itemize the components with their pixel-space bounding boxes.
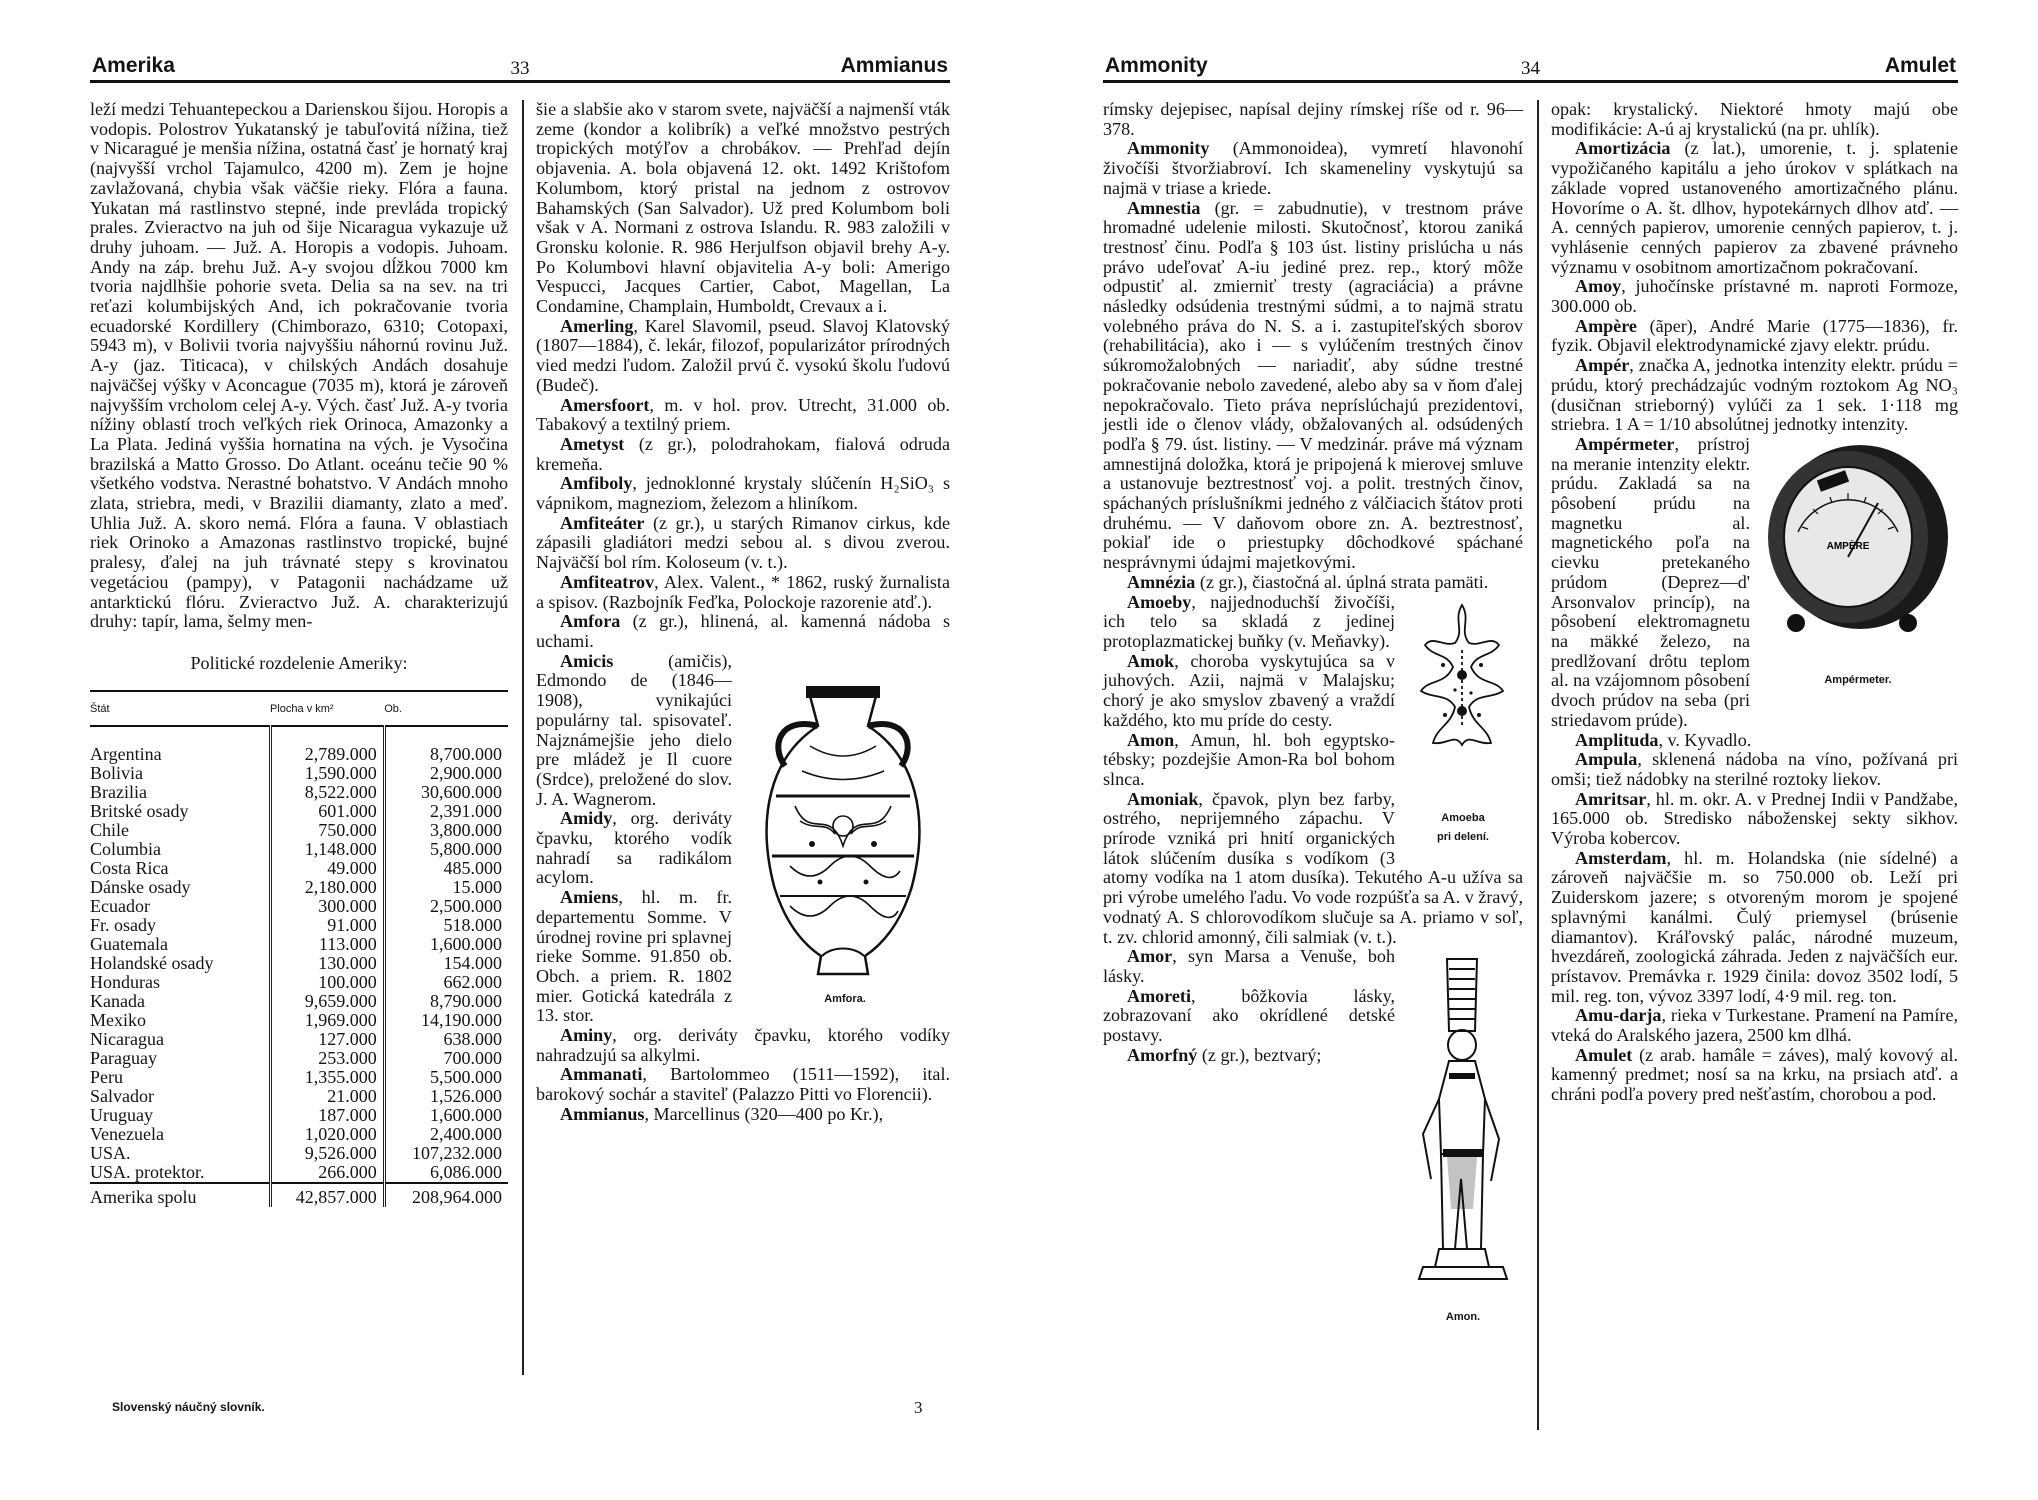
- table-cell-population: 2,400.000: [384, 1125, 508, 1144]
- entry-text: (z gr.), čiastočná al. úplná strata pamäti.: [1195, 571, 1489, 592]
- entry-ampere: [1551, 317, 1958, 356]
- entry-text: , sklenená nádoba na víno, požívaná pri omši; tiež nádobky na sterilné roztoky liekov.: [1551, 749, 1958, 789]
- table-total-label: Amerika spolu: [90, 1183, 270, 1207]
- table-row: [90, 1125, 508, 1144]
- entry-headword: Amon: [1127, 729, 1175, 750]
- table-cell-state: Peru: [90, 1066, 123, 1087]
- entry-headword: Amidy: [560, 808, 613, 829]
- entry-text: , bôžkovia lásky, zobrazovaní ako okrídlené detské postavy.: [1103, 985, 1395, 1046]
- table-cell-state: Mexiko: [90, 1009, 146, 1030]
- entry-text: (gr. = zabudnutie), v trestnom práve hromadné udelenie milosti. Skutočnosť, ktorou zaniká trestnosť činu. Podľa § 103 úst. listiny prislúcha u nás právo udeľovať A-iu jediné prez. rep., ktorý môže odpustiť al. zmierniť tresty (agraciácia) a právne následky odsúdenia trestnými súdmi, a to najmä stratu volebného práva do N. S. a i. zastupiteľských sborov (rehabilitácia), ako i — s vylúčením trestných činov súkromožalobných — nariadiť, aby súdne trestné pokračovanie nebolo zavedené, alebo aby sa v ňom ďalej nepokračovalo. Tieto práva nepríslúchajú prezidentovi, jestli ide o členov vlády, obžalovaných al. odsúdených podľa § 79. úst. listiny. — V medzinár. práve má význam amnestijná doložka, ktorá je pripojená k mierovej smluve a ustanovuje beztrestnosť voj. a polit. trestných činov, spáchaných príslušníkmi jedného z válčiacich štátov proti druhému. — V daňovom obore zn. A. beztrestnosť, pokiaľ ide o priestupky dôchodkové spáchané nesprávnymi údajmi majetkovými.: [1103, 197, 1523, 573]
- table-cell-population: 8,700.000: [384, 726, 508, 764]
- entry-headword: Amortizácia: [1575, 138, 1671, 159]
- amoeba-illustration: [1403, 595, 1521, 805]
- table-row: [90, 1106, 508, 1125]
- entry-text: , značka A, jednotka intenzity elektr. prúdu = prúdu, ktorý prechádzajúc vodným roztokom Ag NO₃ (dusičnan strieborný) vylúči za 1 sek. 1·118 mg striebra. 1 A = 1/10 absolútnej jednotky intenzity.: [1551, 355, 1958, 435]
- table-cell-population: 5,800.000: [384, 840, 508, 859]
- entry-headword: Amok: [1127, 650, 1175, 671]
- amfora-figure: [740, 656, 950, 1010]
- table-cell-area: 266.000: [270, 1163, 384, 1183]
- table-row: [90, 840, 508, 859]
- table-cell-area: 130.000: [270, 954, 384, 973]
- entry-headword: Amoy: [1575, 276, 1622, 297]
- ampermeter-illustration: [1758, 437, 1954, 667]
- column-divider: [1537, 100, 1539, 1430]
- table-cell-area: 253.000: [270, 1049, 384, 1068]
- table-cell-population: 2,391.000: [384, 802, 508, 821]
- entry-headword: Amulet: [1575, 1044, 1633, 1065]
- table-row: [90, 1049, 508, 1068]
- entry-headword: Amfiteáter: [560, 512, 645, 533]
- entry-amnezia: [1103, 573, 1523, 593]
- table-row: [90, 878, 508, 897]
- table-cell-area: 2,789.000: [270, 726, 384, 764]
- entry-text: , m. v hol. prov. Utrecht, 31.000 ob. Tabakový a textilný priem.: [536, 394, 950, 435]
- entry-text: , najjednoduchší živočíši, ich telo sa skladá z jedinej protoplazmatickej buňky (v. Meňavky).: [1103, 591, 1395, 651]
- header-left-keyword: Amerika: [92, 54, 175, 77]
- table-cell-state: Fr. osady: [90, 914, 157, 935]
- table-cell-area: 1,969.000: [270, 1011, 384, 1030]
- table-total-row: [90, 1183, 508, 1207]
- entry-headword: Ammonity: [1127, 138, 1210, 159]
- table-row: [90, 783, 508, 802]
- entry-text: (z gr.), hlinená, al. kamenná nádoba s uchami.: [536, 611, 950, 651]
- table-cell-state: Honduras: [90, 971, 160, 992]
- left-page: [90, 0, 950, 1500]
- entry-amper: [1551, 356, 1958, 435]
- entry-amfiteater: [536, 514, 950, 573]
- article-text-amerika: leží medzi Tehuantepeckou a Darienskou šijou. Horopis a vodopis. Polostrov Yukatanský je tabuľovitá nížina, tiež v Nicaragué je menšia nížina, ostatná časť je hornatý kraj (najvyšší vrchol Tajamulco, 4200 m). Zem je hojne zavlažovaná, chybia však väčšie rieky. Flóra a fauna. Yukatan má rastlinstvo stepné, inde prevláda tropický prales. Zvieractvo na juh od šije Nicaragua vykazuje už druhy juhoam. — Juž. A. Horopis a vodopis. Juhoam. Andy na záp. brehu Juž. A-y svojou dĺžkou 7000 km tvoria najdlhšie pohorie sveta. Delia sa na sev. na tri reťazi kolumbijských And, ich pokračovanie tvoria ecuadorské Kordillery (Chimborazo, 6310; Cotopaxi, 5943 m), v Bolivii tvoria najvyššiu náhornú rovinu Juž. A-y (jaz. Titicaca), v chilských Andách dosahuje najväčšej výšky v Aconcague (7035 m), ktorá je zároveň najvyšším vrcholom celej A-y. Vých. časť Juž. A-y tvoria nížiny oblastí troch veľkých riek Orinoca, Amazonky a La Plata. Jediná vyššia hornatina na vých. je Vysočina brazilská a Matto Grosso. Do Atlant. oceánu tečie 90 % všetkého vodstva. Nerastné bohatstvo. V Andách mnoho zlata, striebra, medi, v Brazilii diamanty, zlato a meď. Uhlia Juž. A. skoro nemá. Flóra a fauna. V oblastiach riek Orinoko a Amazonas rastlinstvo tropické, bujné pralesy, ďalej na juh trávnaté stepy s krovinatou vegetáciou (pampy), v Patagonii nachádzame už antarktickú flóru. Zvieractvo Juž. A. charakterizujú druhy: tapír, lama, šelmy men-: [90, 99, 508, 632]
- table-row: [90, 1163, 508, 1183]
- right-page-column-2: [1551, 100, 1958, 1105]
- entry-text: , org. deriváty čpavku, ktorého vodík nahradí sa radikálom acylom.: [536, 808, 732, 888]
- table-cell-state: Paraguay: [90, 1047, 157, 1068]
- table-row: [90, 954, 508, 973]
- ampermeter-caption: Ampérmeter.: [1824, 673, 1892, 686]
- table-cell-population: 2,500.000: [384, 897, 508, 916]
- table-cell-area: 49.000: [270, 859, 384, 878]
- entry-headword: Amfora: [560, 611, 621, 632]
- ampermeter-dial-label: AMPÈRE: [1826, 540, 1870, 552]
- article-text-amorfny-cont: opak: krystalický. Niektoré hmoty majú obe modifikácie: A-ú aj krystalickú (na pr. uhlík).: [1551, 99, 1958, 139]
- entry-text: , Amun, hl. boh egyptsko-tébsky; pozdejšie Amon-Ra bol bohom slnca.: [1103, 729, 1395, 789]
- entry-amfora: [536, 612, 950, 651]
- ampermeter-figure: [1758, 437, 1958, 691]
- entry-text: , Bartolommeo (1511—1592), ital. barokový sochár a staviteľ (Palazzo Pitti vo Florencii).: [536, 1064, 950, 1105]
- entry-ammonity: [1103, 139, 1523, 198]
- header-right-keyword: Ammianus: [840, 54, 948, 77]
- table-row: [90, 916, 508, 935]
- table-cell-state: Bolivia: [90, 762, 143, 783]
- table-row: [90, 897, 508, 916]
- table-cell-population: 518.000: [384, 916, 508, 935]
- table-row: [90, 821, 508, 840]
- left-page-column-1: [90, 100, 508, 1207]
- table-row: [90, 764, 508, 783]
- table-body: [90, 726, 508, 1207]
- table-cell-state: Venezuela: [90, 1123, 164, 1144]
- entry-headword: Aminy: [560, 1025, 613, 1046]
- entry-amulet: [1551, 1046, 1958, 1105]
- entry-headword: Amor: [1127, 946, 1173, 967]
- left-page-header: [90, 52, 950, 83]
- entry-headword: Amicis: [560, 650, 614, 671]
- table-cell-state: Britské osady: [90, 800, 189, 821]
- entry-amersfoort: [536, 396, 950, 435]
- table-cell-population: 1,526.000: [384, 1087, 508, 1106]
- table-row: [90, 935, 508, 954]
- amon-figure: [1403, 949, 1523, 1328]
- table-row: [90, 1068, 508, 1087]
- entry-headword: Ammianus: [560, 1103, 645, 1124]
- header-left-keyword: Ammonity: [1105, 54, 1208, 77]
- amoeba-caption-line-2: pri delení.: [1437, 831, 1489, 844]
- table-row: [90, 992, 508, 1011]
- table-cell-state: Dánske osady: [90, 876, 191, 897]
- table-cell-state: Guatemala: [90, 933, 168, 954]
- table-cell-population: 5,500.000: [384, 1068, 508, 1087]
- entry-headword: Ampérmeter: [1575, 433, 1675, 454]
- entry-text: , Marcellinus (320—400 po Kr.),: [644, 1103, 884, 1124]
- entry-text: , rieka v Turkestane. Pramení na Pamíre, vteká do Aralského jazera, 2500 km dlhá.: [1551, 1005, 1958, 1046]
- table-cell-area: 100.000: [270, 973, 384, 992]
- table-cell-state: Argentina: [90, 743, 162, 764]
- table-cell-population: 8,790.000: [384, 992, 508, 1011]
- entry-headword: Amoreti: [1127, 985, 1191, 1006]
- entry-headword: Amnézia: [1127, 571, 1196, 592]
- entry-headword: Amersfoort: [560, 394, 650, 415]
- entry-amu-darja: [1551, 1006, 1958, 1045]
- table-row: [90, 1011, 508, 1030]
- entry-amoy: [1551, 277, 1958, 316]
- table-cell-area: 187.000: [270, 1106, 384, 1125]
- table-cell-population: 30,600.000: [384, 783, 508, 802]
- amfora-caption: Amfora.: [824, 992, 866, 1005]
- entry-text: , choroba vyskytujúca sa v juhových. Azii, najmä v Malajsku; chorý je ako smyslov zbavený a vraždí každého, kto mu príde do cesty.: [1103, 650, 1395, 730]
- entry-ammanati: [536, 1065, 950, 1104]
- column-divider: [522, 100, 524, 1375]
- page-number: 33: [510, 58, 530, 79]
- table-cell-population: 154.000: [384, 954, 508, 973]
- entry-headword: Ampère: [1575, 315, 1637, 336]
- table-cell-population: 15.000: [384, 878, 508, 897]
- entry-amfiteatrov: [536, 573, 950, 612]
- amon-illustration: [1403, 949, 1521, 1304]
- table-header-state: Štát: [90, 691, 270, 726]
- amfora-illustration: [740, 656, 946, 986]
- table-total-area: 42,857.000: [270, 1183, 384, 1207]
- entry-headword: Ametyst: [560, 433, 625, 454]
- entry-headword: Amritsar: [1575, 788, 1647, 809]
- entry-text: (z gr.), u starých Rimanov cirkus, kde zápasili gladiátori medzi sebou al. s divou zverou. Najväčší bol rím. Koloseum (v. t.).: [536, 512, 950, 573]
- table-row: [90, 1144, 508, 1163]
- table-cell-area: 1,148.000: [270, 840, 384, 859]
- entry-amplituda: [1551, 731, 1958, 751]
- political-division-table: [90, 690, 508, 1207]
- entry-amsterdam: [1551, 849, 1958, 1007]
- table-cell-area: 113.000: [270, 935, 384, 954]
- entry-text: , v. Kyvadlo.: [1658, 729, 1752, 750]
- table-cell-state: Costa Rica: [90, 857, 169, 878]
- table-row: [90, 1030, 508, 1049]
- entry-text: , juhočínske prístavné m. naproti Formoze, 300.000 ob.: [1551, 276, 1958, 317]
- entry-ampula: [1551, 750, 1958, 789]
- entry-headword: Ampula: [1575, 749, 1638, 770]
- entry-headword: Amnestia: [1127, 197, 1201, 218]
- table-row: [90, 1087, 508, 1106]
- entry-text: , hl. m. fr. departementu Somme. V úrodnej rovine pri splavnej rieke Somme. 91.850 ob. Obch. a priem. R. 1802 mier. Gotická katedrála z 13. stor.: [536, 887, 732, 1026]
- right-page-header: [1103, 52, 1958, 83]
- table-cell-population: 662.000: [384, 973, 508, 992]
- right-page-column-1: [1103, 100, 1523, 1332]
- entry-headword: Amsterdam: [1575, 847, 1667, 868]
- entry-text: , prístroj na meranie intenzity elektr. prúdu. Zakladá sa na pôsobení prúdu na magnetku al. magnetického poľa na cievku pretekaného prúdom (Deprez—d' Arsonvalov princíp), na pôsobení elektromagnetu na mäkké železo, na predlžovaní drôtu teplom al. na vzájomnom pôsobení dvoch prúdov na seba (pri striedavom prúde).: [1551, 433, 1750, 730]
- entry-ametyst: [536, 435, 950, 474]
- table-cell-area: 1,355.000: [270, 1068, 384, 1087]
- table-cell-population: 485.000: [384, 859, 508, 878]
- table-row: [90, 726, 508, 764]
- entry-headword: Ammanati: [560, 1064, 643, 1085]
- table-cell-population: 1,600.000: [384, 935, 508, 954]
- entry-text: , syn Marsa a Venuše, boh lásky.: [1103, 946, 1395, 986]
- table-cell-population: 14,190.000: [384, 1011, 508, 1030]
- entry-amortizacia: [1551, 139, 1958, 277]
- table-row: [90, 802, 508, 821]
- table-cell-population: 6,086.000: [384, 1163, 508, 1183]
- table-cell-state: Ecuador: [90, 895, 150, 916]
- table-header-area: Plocha v km²: [270, 691, 384, 726]
- entry-text: , hl. m. okr. A. v Prednej Indii v Pandžabe, 165.000 ob. Stredisko náboženskej sekty sikhov. Výroba kobercov.: [1551, 788, 1958, 849]
- table-cell-area: 1,590.000: [270, 764, 384, 783]
- entry-headword: Amorfný: [1127, 1044, 1198, 1065]
- entry-text: (z lat.), umorenie, t. j. splatenie vypožičaného kapitálu a jeho úrokov v splátkach na základe vopred ustanoveného amortizačného plánu. Hovoríme o A. št. dlhov, hypotekárnych dlhov atď. — A. cenných papierov, umorenie cenných papierov, t. j. vyhlásenie cenných papierov za zbavené právneho významu v osobitnom amortizačnom pokračovaní.: [1551, 138, 1958, 277]
- table-cell-area: 9,659.000: [270, 992, 384, 1011]
- entry-text: , Alex. Valent., * 1862, ruský žurnalista a spisov. (Razbojník Feďka, Polockoje razorenie atď.).: [536, 571, 950, 612]
- entry-amerling: [536, 317, 950, 396]
- entry-amritsar: [1551, 790, 1958, 849]
- entry-headword: Amoniak: [1127, 788, 1199, 809]
- table-row: [90, 973, 508, 992]
- table-cell-state: Kanada: [90, 990, 145, 1011]
- entry-amnestia: [1103, 199, 1523, 573]
- article-text-amerika-cont: šie a slabšie ako v starom svete, najväčší a najmenší vták zeme (kondor a kolibrík) a veľké množstvo pestrých tropických motýľov a chrobákov. — Prehľad dejín objavenia. A. bola objavená 12. okt. 1492 Krištofom Kolumbom, ktorý pristal na jednom z ostrovov Bahamských (San Salvador). Už pred Kolumbom boli však v A. Normani z ostrova Islandu. R. 983 založili v Gronsku kolonie. R. 986 Herjulfson objavil brehy A-y. Po Kolumbovi hlavní objavitelia A-y boli: Amerigo Vespucci, Jacques Cartier, Cabot, Magellan, La Condamine, Champlain, Humboldt, Crevaux a i.: [536, 99, 950, 317]
- table-cell-area: 601.000: [270, 802, 384, 821]
- table-cell-population: 107,232.000: [384, 1144, 508, 1163]
- entry-text: (z arab. hamâle = záves), malý kovový al. kamenný predmet; nosí sa na krku, na prsiach atď. a chráni podľa povery pred nešťastím, chorobou a pod.: [1551, 1044, 1958, 1105]
- table-cell-area: 8,522.000: [270, 783, 384, 802]
- table-cell-state: Salvador: [90, 1085, 154, 1106]
- table-cell-state: USA.: [90, 1142, 131, 1163]
- table-title: Politické rozdelenie Ameriky:: [190, 652, 408, 673]
- entry-text: , Karel Slavomil, pseud. Slavoj Klatovský (1807—1884), č. lekár, filozof, popularizátor prírodných vied medzi ľudom. Založil prvú č. vysokú školu ľudovú (Budeč).: [536, 315, 950, 395]
- table-cell-state: Chile: [90, 819, 129, 840]
- article-text-ammianus-cont: rímsky dejepisec, napísal dejiny rímskej ríše od r. 96—378.: [1103, 99, 1523, 139]
- table-row: [90, 859, 508, 878]
- entry-headword: Amfiteatrov: [560, 571, 655, 592]
- entry-text: (amičis), Edmondo de (1846—1908), vynikajúci populárny tal. spisovateľ. Najznámejšie jeho dielo pre mládež je Il cuore (Srdce), preložené do slov. J. A. Wagnerom.: [536, 650, 732, 809]
- entry-text: (z gr.), beztvarý;: [1197, 1044, 1322, 1065]
- footer-publisher: Slovenský náučný slovník.: [112, 1400, 265, 1414]
- table-cell-area: 1,020.000: [270, 1125, 384, 1144]
- table-cell-state: Uruguay: [90, 1104, 153, 1125]
- table-cell-area: 127.000: [270, 1030, 384, 1049]
- table-cell-area: 21.000: [270, 1087, 384, 1106]
- table-cell-state: Brazilia: [90, 781, 147, 802]
- table-total-population: 208,964.000: [384, 1183, 508, 1207]
- entry-headword: Amiens: [560, 887, 619, 908]
- amon-caption: Amon.: [1445, 1311, 1481, 1324]
- entry-text: , jednoklonné krystaly slúčenín H₂SiO₃ s vápnikom, magneziom, železom a hliníkom.: [536, 473, 950, 514]
- table-cell-state: Nicaragua: [90, 1028, 164, 1049]
- right-page: [1103, 0, 1958, 1500]
- entry-text: (Ammonoidea), vymretí hlavonohí živočíši štvoržiabroví. Ich skameneliny vyskytujú sa najmä v triase a kriede.: [1103, 138, 1523, 198]
- left-page-column-2: [536, 100, 950, 1125]
- entry-headword: Ampér: [1575, 355, 1630, 376]
- table-cell-population: 700.000: [384, 1049, 508, 1068]
- table-cell-area: 91.000: [270, 916, 384, 935]
- entry-text: , org. deriváty čpavku, ktorého vodíky nahradzujú sa alkylmi.: [536, 1025, 950, 1065]
- page-number: 34: [1521, 58, 1540, 79]
- entry-text: (z gr.), polodrahokam, fialová odruda kremeňa.: [536, 433, 950, 474]
- entry-headword: Amu-darja: [1575, 1005, 1662, 1026]
- table-cell-state: Holandské osady: [90, 952, 214, 973]
- entry-ammianus: [536, 1105, 950, 1125]
- amoeba-caption-line-1: Amoeba: [1441, 811, 1485, 824]
- table-cell-population: 3,800.000: [384, 821, 508, 840]
- table-cell-area: 300.000: [270, 897, 384, 916]
- table-cell-population: 1,600.000: [384, 1106, 508, 1125]
- entry-amfiboly: [536, 474, 950, 513]
- header-right-keyword: Amulet: [1884, 54, 1956, 77]
- amoeba-figure: [1403, 595, 1523, 848]
- table-cell-state: Columbia: [90, 838, 161, 859]
- entry-text: , čpavok, plyn bez farby, ostrého, neprijemného zápachu. V prírode vzniká pri hnití organických látok slúčením dusíka s vodíkom (3 atomy vodíka na 1 atom dusíka). Tekutého A-u užíva sa pri výrobe umelého ľadu. Vo vode rozpúšťa sa A. v žravý, vodnatý A. S chlorovodíkom slučuje sa A. priamo v soľ, t. zv. chlorid amonný, čili salmiak (v. t.).: [1103, 788, 1523, 947]
- entry-text: (ãper), André Marie (1775—1836), fr. fyzik. Objavil elektrodynamické zjavy elektr. prúdu.: [1551, 315, 1958, 356]
- table-cell-area: 9,526.000: [270, 1144, 384, 1163]
- entry-headword: Amoeby: [1127, 591, 1192, 612]
- table-cell-area: 750.000: [270, 821, 384, 840]
- table-cell-area: 2,180.000: [270, 878, 384, 897]
- entry-text: , hl. m. Holandska (nie sídelné) a zároveň najväčšie m. so 750.000 ob. Leží pri Zuiderskom jazere; s otvoreným morom je spojené splavnými kanálmi. Čulý priemysel (brúsenie diamantov). Kráľovský palác, národné muzeum, hvezdáreň, zoologická záhrada. Jeden z najväčších eur. prístavov. Premávka r. 1929 činila: dovoz 3502 lodí, 5 mil. reg. ton, vývoz 3397 lodí, 4·9 mil. reg. ton.: [1551, 847, 1958, 1006]
- table-cell-population: 638.000: [384, 1030, 508, 1049]
- entry-headword: Amplituda: [1575, 729, 1659, 750]
- table-cell-state: USA. protektor.: [90, 1161, 205, 1182]
- table-cell-population: 2,900.000: [384, 764, 508, 783]
- table-header-population: Ob.: [384, 691, 508, 726]
- footer-signature: 3: [914, 1398, 923, 1417]
- entry-headword: Amerling: [560, 315, 634, 336]
- entry-aminy: [536, 1026, 950, 1065]
- entry-headword: Amfiboly: [560, 473, 633, 494]
